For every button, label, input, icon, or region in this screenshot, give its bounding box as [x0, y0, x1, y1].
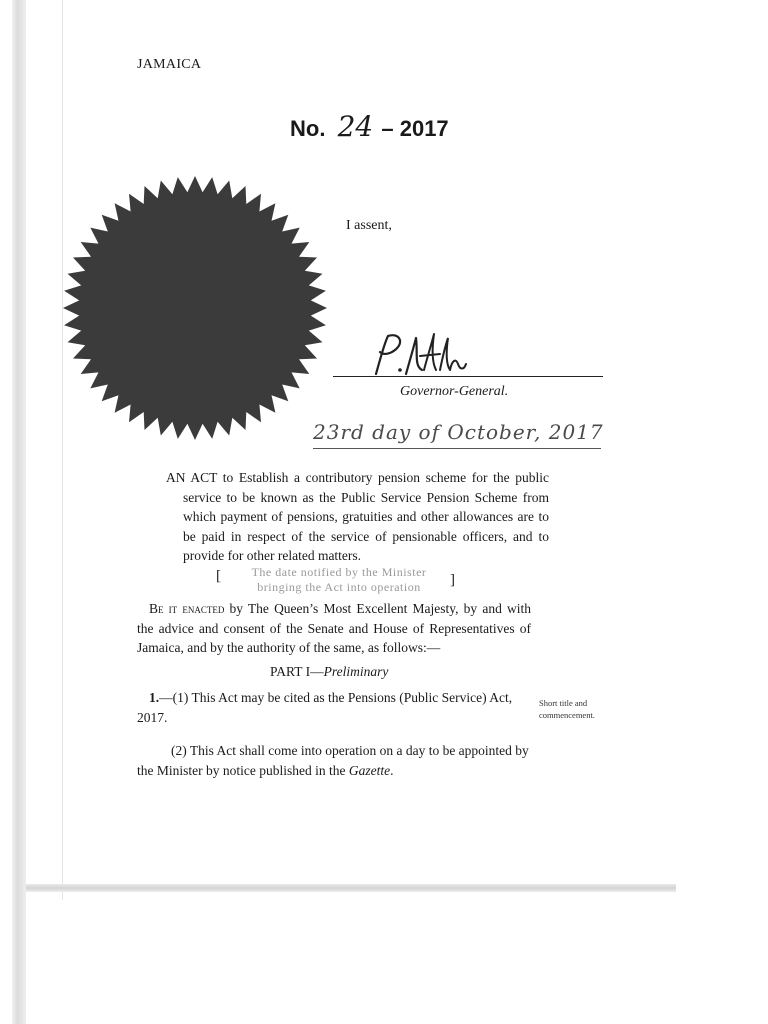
seal-starburst	[63, 176, 327, 440]
act-long-title: AN ACT to Establish a contributory pension scheme for the public service to be known as the Public Service Pension Scheme from which payment of pensions, gratuities and other allowances are to be paid in respect of the service of pensionable officers, and to provide for other related matters.	[166, 470, 549, 563]
commencement-stamp-line-2: bringing the Act into operation	[257, 580, 421, 594]
signatory-title: Governor-General.	[400, 384, 509, 399]
country-heading: JAMAICA	[137, 57, 202, 72]
enacting-clause	[137, 599, 531, 658]
commencement-stamp-line-1: The date notified by the Minister	[251, 565, 427, 579]
act-number-separator: –	[381, 116, 394, 141]
official-seal-icon	[60, 168, 330, 448]
part-label: PART I—	[270, 664, 324, 679]
enacting-clause-text: by The Queen’s Most Excellent Majesty, by and with the advice and consent of the Senate and House of Representatives of Jamaica, and by the authority of the same, as follows:—	[137, 601, 531, 655]
subsection-1-text: This Act may be cited as the Pensions (Public Service) Act, 2017.	[137, 690, 513, 725]
handwritten-assent-date: 23rd day of October, 2017	[313, 420, 601, 449]
part-heading	[270, 664, 388, 680]
governor-general-signature	[366, 330, 476, 378]
act-number-prefix: No.	[290, 116, 326, 141]
scan-margin-line	[62, 0, 63, 900]
commencement-bracket-close: ]	[450, 572, 455, 588]
commencement-stamp	[232, 565, 446, 595]
act-number-handwritten: 24	[337, 110, 374, 143]
section-1-subsection-2	[137, 741, 531, 780]
enacting-clause-lead: Be it enacted	[149, 601, 225, 616]
assent-text: I assent,	[346, 218, 392, 233]
section-1-subsection-1	[137, 688, 531, 727]
marginal-note: Short title and commencement.	[539, 698, 595, 720]
scan-page-fold	[26, 884, 676, 892]
gazette-reference: Gazette	[348, 762, 391, 778]
subsection-2-text: (2) This Act shall come into operation on a day to be appointed by the Minister by notice published in the	[137, 743, 529, 778]
section-number: 1.	[149, 690, 160, 705]
part-title: Preliminary	[323, 664, 389, 679]
act-number	[290, 110, 449, 143]
subsection-1-label: —(1)	[159, 690, 189, 705]
signature-line	[333, 376, 603, 377]
act-number-year: 2017	[399, 116, 449, 141]
commencement-bracket-open: [	[216, 568, 221, 584]
subsection-2-end: .	[390, 762, 394, 778]
scan-edge-shadow	[12, 0, 26, 1024]
